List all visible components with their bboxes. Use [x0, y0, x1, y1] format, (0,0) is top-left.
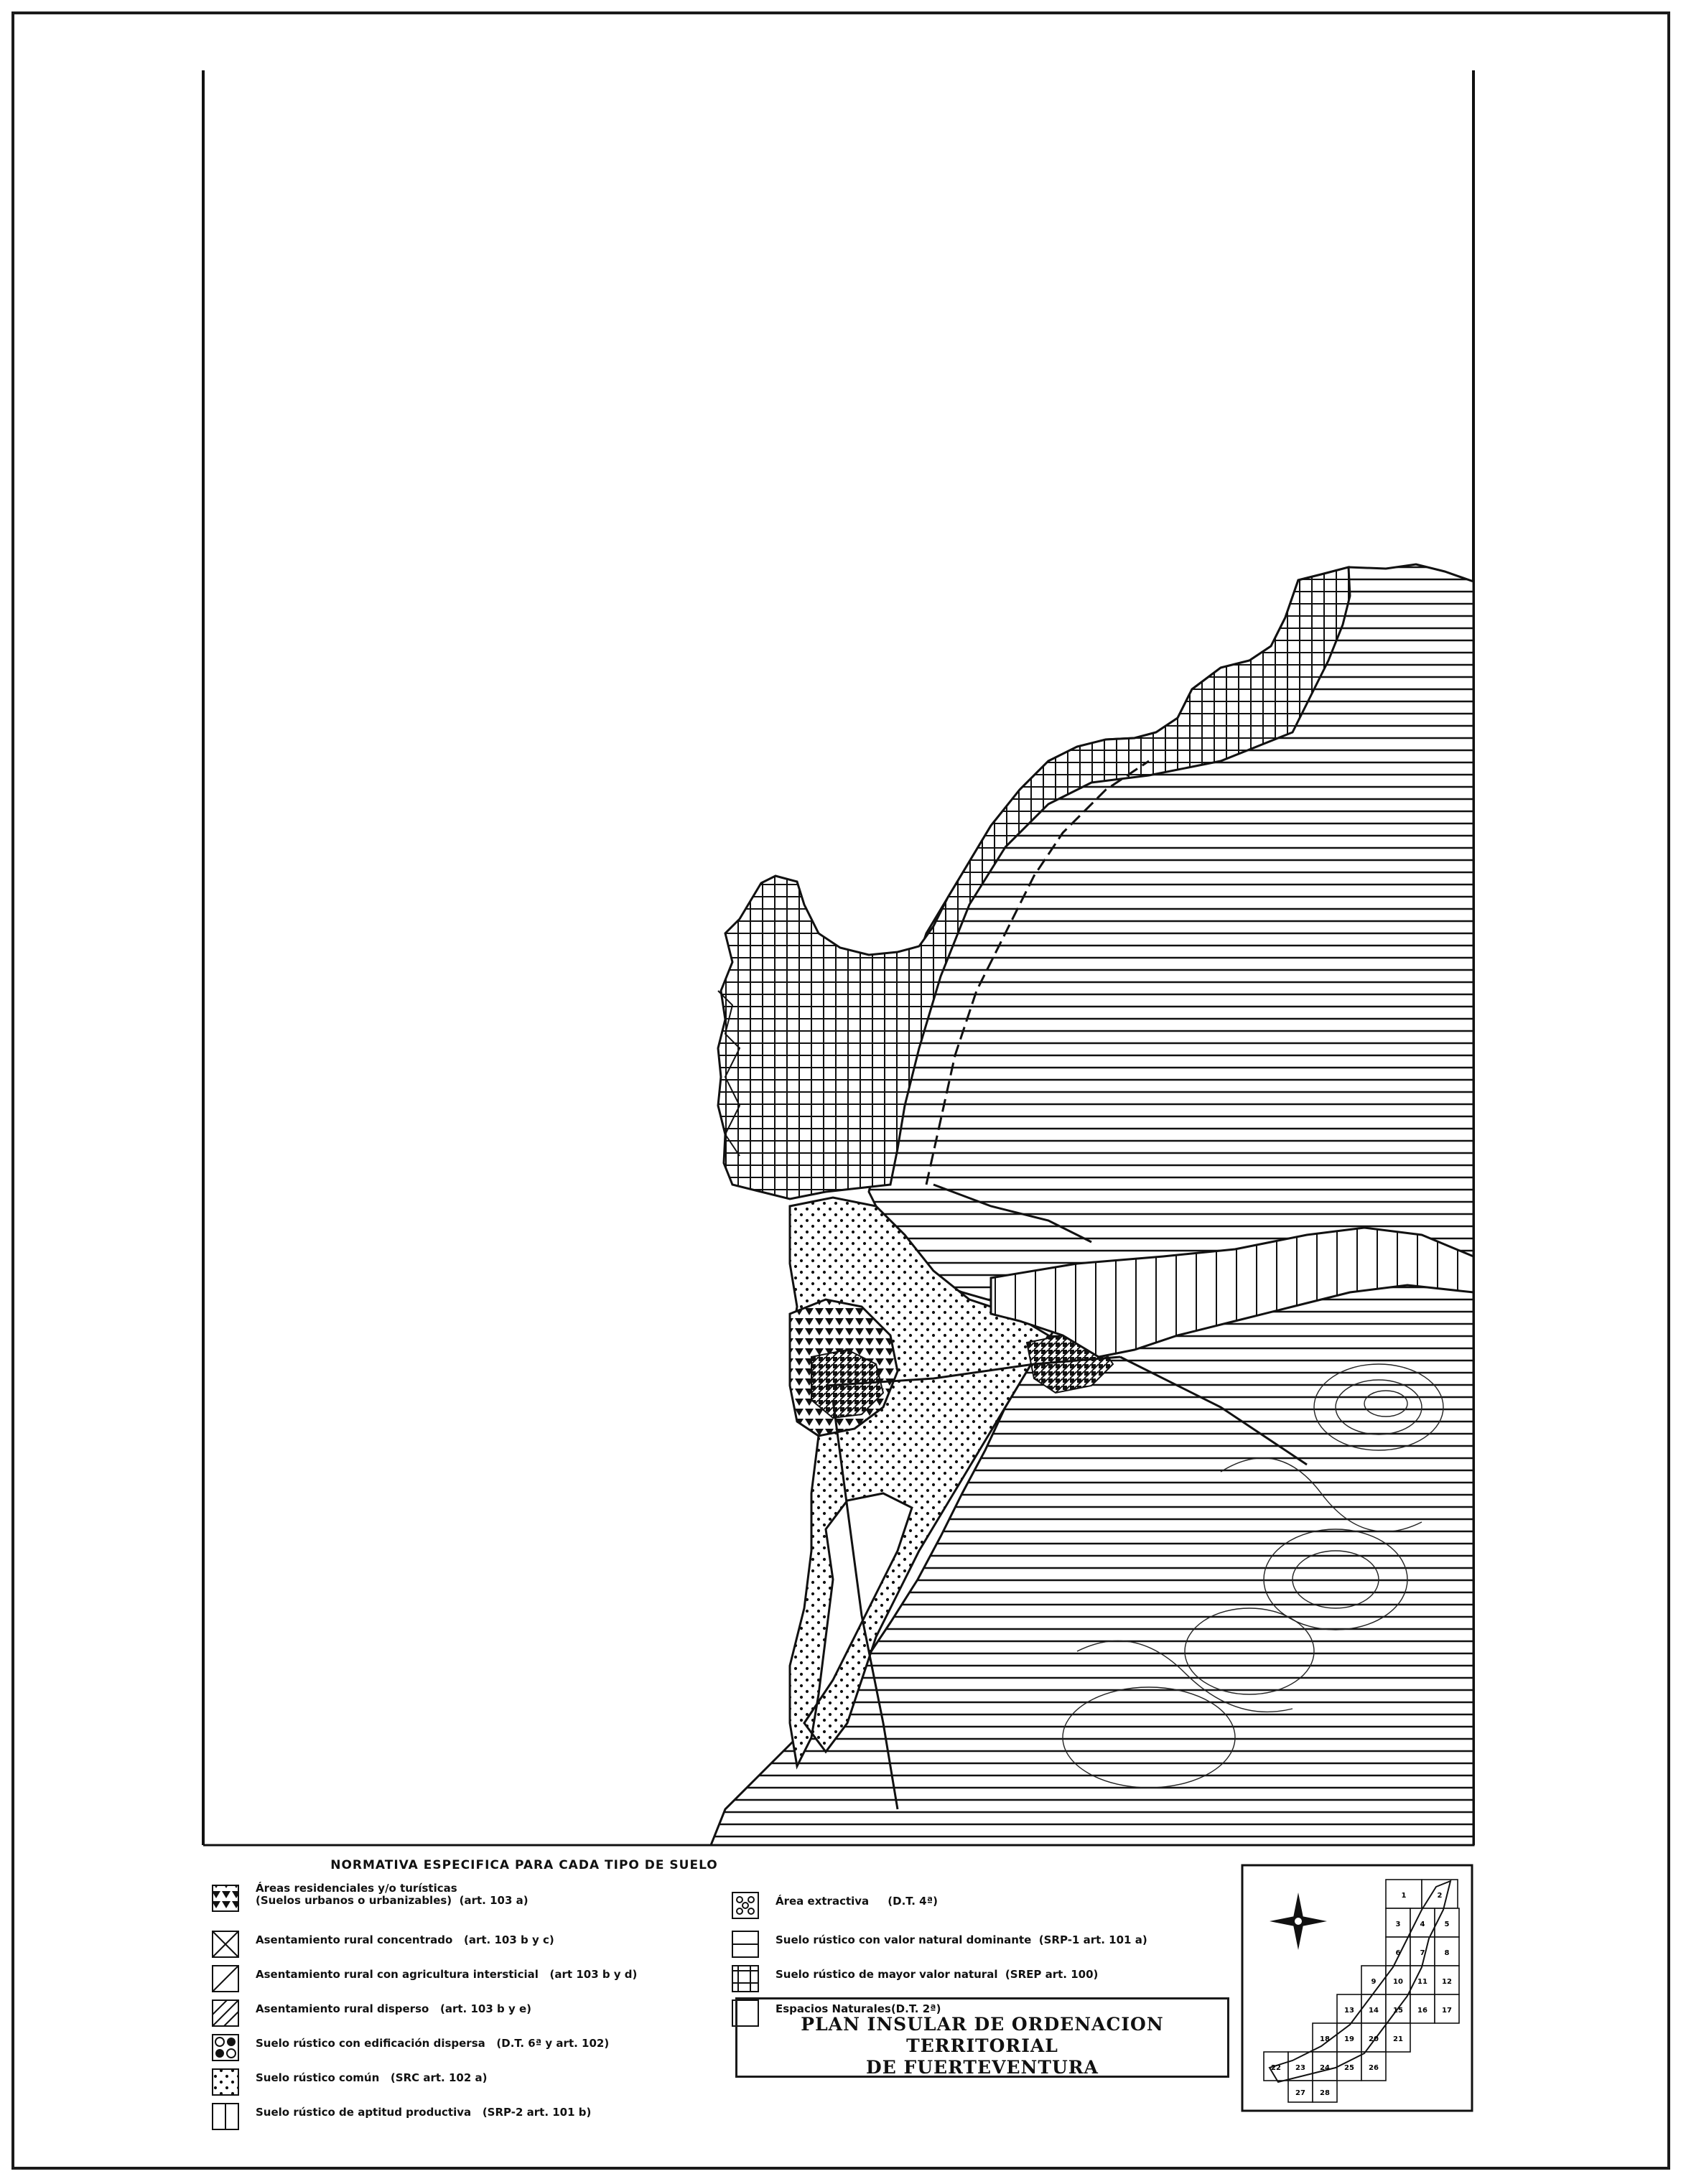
legend-greater-natural-label: Suelo rústico de mayor valor natural — [776, 1968, 998, 1981]
plan-title-line1: PLAN INSULAR DE ORDENACION TERRITORIAL — [801, 2014, 1164, 2056]
legend-greater-natural-ref: (SREP art. 100) — [1005, 1968, 1099, 1981]
plan-title-line2: DE FUERTEVENTURA — [866, 2057, 1099, 2078]
key-map-sheet-label: 22 — [1271, 2064, 1281, 2072]
key-map-sheet-label: 9 — [1371, 1978, 1377, 1986]
legend-residential-ref: (art. 103 a) — [459, 1894, 528, 1907]
key-map-sheet-label: 8 — [1444, 1949, 1450, 1957]
legend-rural-dispersed-label: Asentamiento rural disperso — [256, 2002, 429, 2015]
key-map-sheet-label: 12 — [1442, 1978, 1452, 1986]
legend-item-natural-dominant — [732, 1931, 1235, 1960]
legend-natural-dominant-label: Suelo rústico con valor natural dominante — [776, 1933, 1032, 1946]
key-map-sheet-label: 4 — [1420, 1921, 1425, 1928]
legend-rural-dispersed-ref: (art. 103 b y e) — [439, 2002, 531, 2015]
legend-extractive-ref: (D.T. 4ª) — [888, 1895, 938, 1908]
key-map-sheet-label: 3 — [1395, 1921, 1401, 1928]
legend-natural-spaces-ref: (D.T. 2ª) — [890, 2002, 941, 2015]
key-map-sheet-label: 1 — [1401, 1892, 1407, 1900]
legend-rural-agriculture-ref: (art 103 b y d) — [549, 1968, 638, 1981]
key-map-sheet-label: 21 — [1393, 2035, 1403, 2043]
legend-rustic-productive-ref: (SRP-2 art. 101 b) — [482, 2106, 592, 2119]
legend-residential-line2: (Suelos urbanos o urbanizables) — [256, 1894, 452, 1907]
legend-item-rustic-dispersed-building — [213, 2035, 715, 2063]
legend-rustic-dispersed-building-label: Suelo rústico con edificación dispersa — [256, 2037, 485, 2050]
key-map-sheet-label: 17 — [1442, 2007, 1452, 2015]
key-map-sheet-label: 16 — [1417, 2007, 1427, 2015]
legend-rural-concentrated-label: Asentamiento rural concentrado — [256, 1933, 453, 1946]
key-map-sheet-label: 10 — [1393, 1978, 1403, 1986]
legend-item-greater-natural — [732, 1966, 1235, 1994]
legend-item-extractive — [732, 1893, 1235, 1921]
legend-rustic-common-ref: (SRC art. 102 a) — [390, 2071, 488, 2084]
legend-item-rural-concentrated — [213, 1931, 715, 1960]
legend-item-rustic-common — [213, 2069, 715, 2098]
legend-rustic-dispersed-building-ref: (D.T. 6ª y art. 102) — [496, 2037, 610, 2050]
key-map-sheet-label: 25 — [1344, 2064, 1354, 2072]
key-map-sheet-label: 23 — [1295, 2064, 1305, 2072]
legend-rustic-common-label: Suelo rústico común — [256, 2071, 380, 2084]
key-map-sheet-label: 15 — [1393, 2007, 1403, 2015]
key-map-sheet-label: 6 — [1395, 1949, 1401, 1957]
legend-natural-spaces-label: Espacios Naturales — [776, 2002, 891, 2015]
key-map-sheet-label: 26 — [1369, 2064, 1379, 2072]
key-map-sheet-label: 28 — [1320, 2089, 1330, 2097]
legend-item-rural-agriculture — [213, 1966, 715, 1994]
key-map-sheet-label: 24 — [1320, 2064, 1330, 2072]
key-map-sheet-label: 20 — [1369, 2035, 1379, 2043]
legend-item-rural-dispersed — [213, 2000, 715, 2029]
legend-natural-dominant-ref: (SRP-1 art. 101 a) — [1038, 1933, 1147, 1946]
key-map-sheet-label: 13 — [1344, 2007, 1354, 2015]
key-map-sheet-label: 5 — [1444, 1921, 1450, 1928]
key-map-sheet-label: 11 — [1417, 1978, 1427, 1986]
legend-rural-agriculture-label: Asentamiento rural con agricultura intersticial — [256, 1968, 539, 1981]
key-map-sheet-label: 27 — [1295, 2089, 1305, 2097]
key-map-sheet-label: 18 — [1320, 2035, 1330, 2043]
legend-item-rustic-productive — [213, 2104, 715, 2132]
legend-rural-concentrated-ref: (art. 103 b y c) — [464, 1933, 554, 1946]
legend-rustic-productive-label: Suelo rústico de aptitud productiva — [256, 2106, 472, 2119]
key-map-sheet-label: 14 — [1369, 2007, 1379, 2015]
plan-title-box — [735, 1997, 1229, 2078]
key-map-sheet-label: 19 — [1344, 2035, 1354, 2043]
legend-item-residential — [213, 1882, 715, 1914]
key-map-sheet-label: 2 — [1437, 1892, 1443, 1900]
legend-title: NORMATIVA ESPECIFICA PARA CADA TIPO DE SUELO — [330, 1858, 718, 1872]
key-map-sheet-label: 7 — [1420, 1949, 1425, 1957]
legend-residential-line1: Áreas residenciales y/o turísticas — [256, 1882, 457, 1895]
legend-extractive-label: Área extractiva — [776, 1895, 870, 1908]
